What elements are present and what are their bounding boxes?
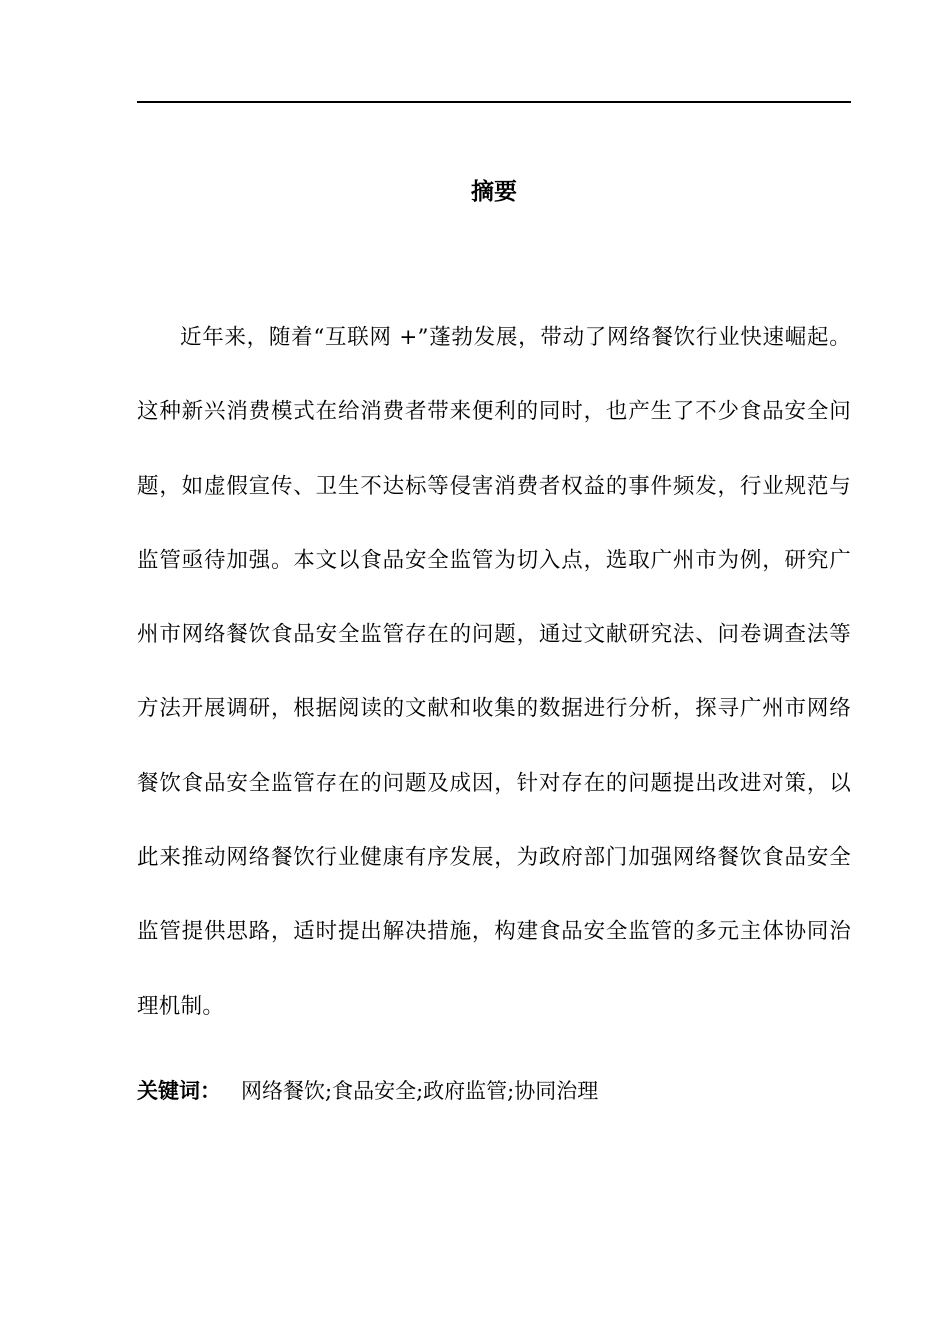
- header-rule: [137, 101, 851, 103]
- abstract-paragraph: 近年来，随着“互联网 +”蓬勃发展，带动了网络餐饮行业快速崛起。这种新兴消费模式在给消费者带来便利的同时，也产生了不少食品安全问题，如虚假宣传、卫生不达标等侵害消费者权益的事件频发，行业规范与监管亟待加强。本文以食品安全监管为切入点，选取广州市为例，研究广州市网络餐饮食品安全监管存在的问题，通过文献研究法、问卷调查法等方法开展调研，根据阅读的文献和收集的数据进行分析，探寻广州市网络餐饮食品安全监管存在的问题及成因，针对存在的问题提出改进对策，以此来推动网络餐饮行业健康有序发展，为政府部门加强网络餐饮食品安全监管提供思路，适时提出解决措施，构建食品安全监管的多元主体协同治理机制。: [137, 325, 851, 1019]
- keywords-line: [137, 1075, 851, 1107]
- keywords-text: 网络餐饮;食品安全;政府监管;协同治理: [241, 1079, 599, 1103]
- abstract-title: 摘要: [471, 179, 517, 205]
- keywords-label: 关键词：: [137, 1079, 221, 1103]
